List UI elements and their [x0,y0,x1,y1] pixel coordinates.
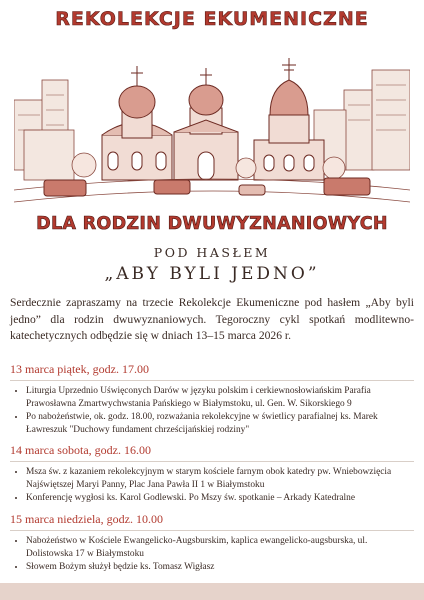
list-item: • Po nabożeństwie, ok. godz. 18.00, rozważania rekolekcyjne w świetlicy parafialnej ks. Marek Ławreszuk "Duchowy fundament chrześcijańskiej rodziny" [26,411,414,436]
banner-motto: „ABY BYLI JEDNO” [104,264,320,284]
section-heading: 15 marca niedziela, godz. 10.00 [10,512,163,526]
section-sunday [10,512,414,575]
section-list [10,535,414,574]
list-item: • Konferencję wygłosi ks. Karol Godlewski. Po Mszy św. spotkanie – Arkady Katedralne [26,492,414,505]
list-item: • Msza św. z kazaniem rekolekcyjnym w starym kościele farnym obok katedry pw. Wniebowzięcia Najświętszej Maryi Panny, Plac Jana Pawła II 1 w Białymstoku [26,466,414,491]
intro-paragraph: Serdecznie zapraszamy na trzecie Rekolekcje Ekumeniczne pod hasłem „Aby byli jedno” dla rodzin dwuwyznaniowych. Tegoroczny cykl spotkań modlitewno-katechetycznych odbędzie się w dniach 13–15 marca 2026 r. [10,296,414,342]
list-item: • Nabożeństwo w Kościele Ewangelicko-Augsburskim, kaplica ewangelicko-augsburska, ul. Dolistowska 17 w Białymstoku [26,535,414,560]
list-item: • Słowem Bożym służył będzie ks. Tomasz Wigłasz [26,561,414,574]
section-divider [10,530,414,531]
section-list [10,385,414,436]
list-item: • Liturgia Uprzednio Uświęconych Darów w języku polskim i cerkiewnosłowiańskim Parafia Prawosławna Zmartwychwstania Pańskiego w Białymstoku, ul. Gen. W. Sikorskiego 9 [26,385,414,410]
footer-bar [0,583,424,600]
section-heading: 13 marca piątek, godz. 17.00 [10,362,149,376]
churches-illustration [14,40,410,210]
section-friday [10,362,414,437]
section-divider [10,380,414,381]
banner-title: DLA RODZIN DWUWYZNANIOWYCH [36,214,388,234]
section-divider [10,461,414,462]
section-saturday [10,443,414,506]
section-list [10,466,414,505]
banner-subtitle: POD HASŁEM [153,245,271,260]
poster-title: REKOLEKCJE EKUMENICZNE [55,8,369,30]
section-heading: 14 marca sobota, godz. 16.00 [10,443,151,457]
